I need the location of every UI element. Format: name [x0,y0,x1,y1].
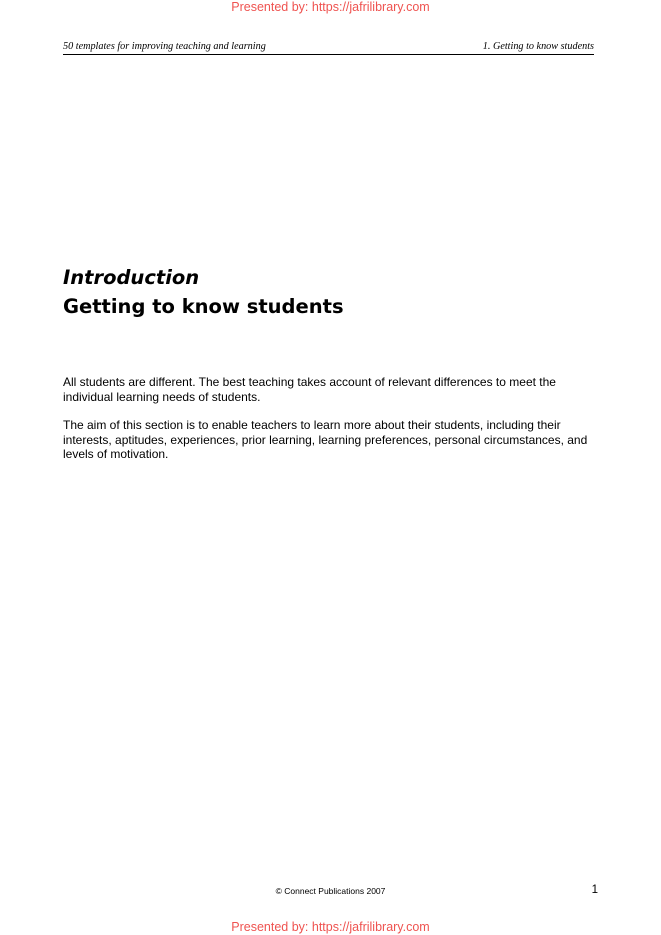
body-paragraph-2: The aim of this section is to enable teachers to learn more about their students, including their interests, aptitudes, experiences, prior learning, learning preferences, personal circumstances, and levels of motivation. [63,418,588,461]
watermark-top: Presented by: https://jafrilibrary.com [231,0,430,14]
body-paragraph-1: All students are different. The best teaching takes account of relevant differences to meet the individual learning needs of students. [63,375,556,404]
page-number: 1 [591,884,598,896]
header-chapter-title: 1. Getting to know students [482,41,594,52]
watermark-bottom: Presented by: https://jafrilibrary.com [231,920,430,934]
section-label: Introduction [63,266,200,289]
section-title: Getting to know students [63,295,344,318]
running-header [63,41,594,55]
footer-copyright: © Connect Publications 2007 [275,886,386,896]
header-book-title: 50 templates for improving teaching and learning [63,41,266,52]
